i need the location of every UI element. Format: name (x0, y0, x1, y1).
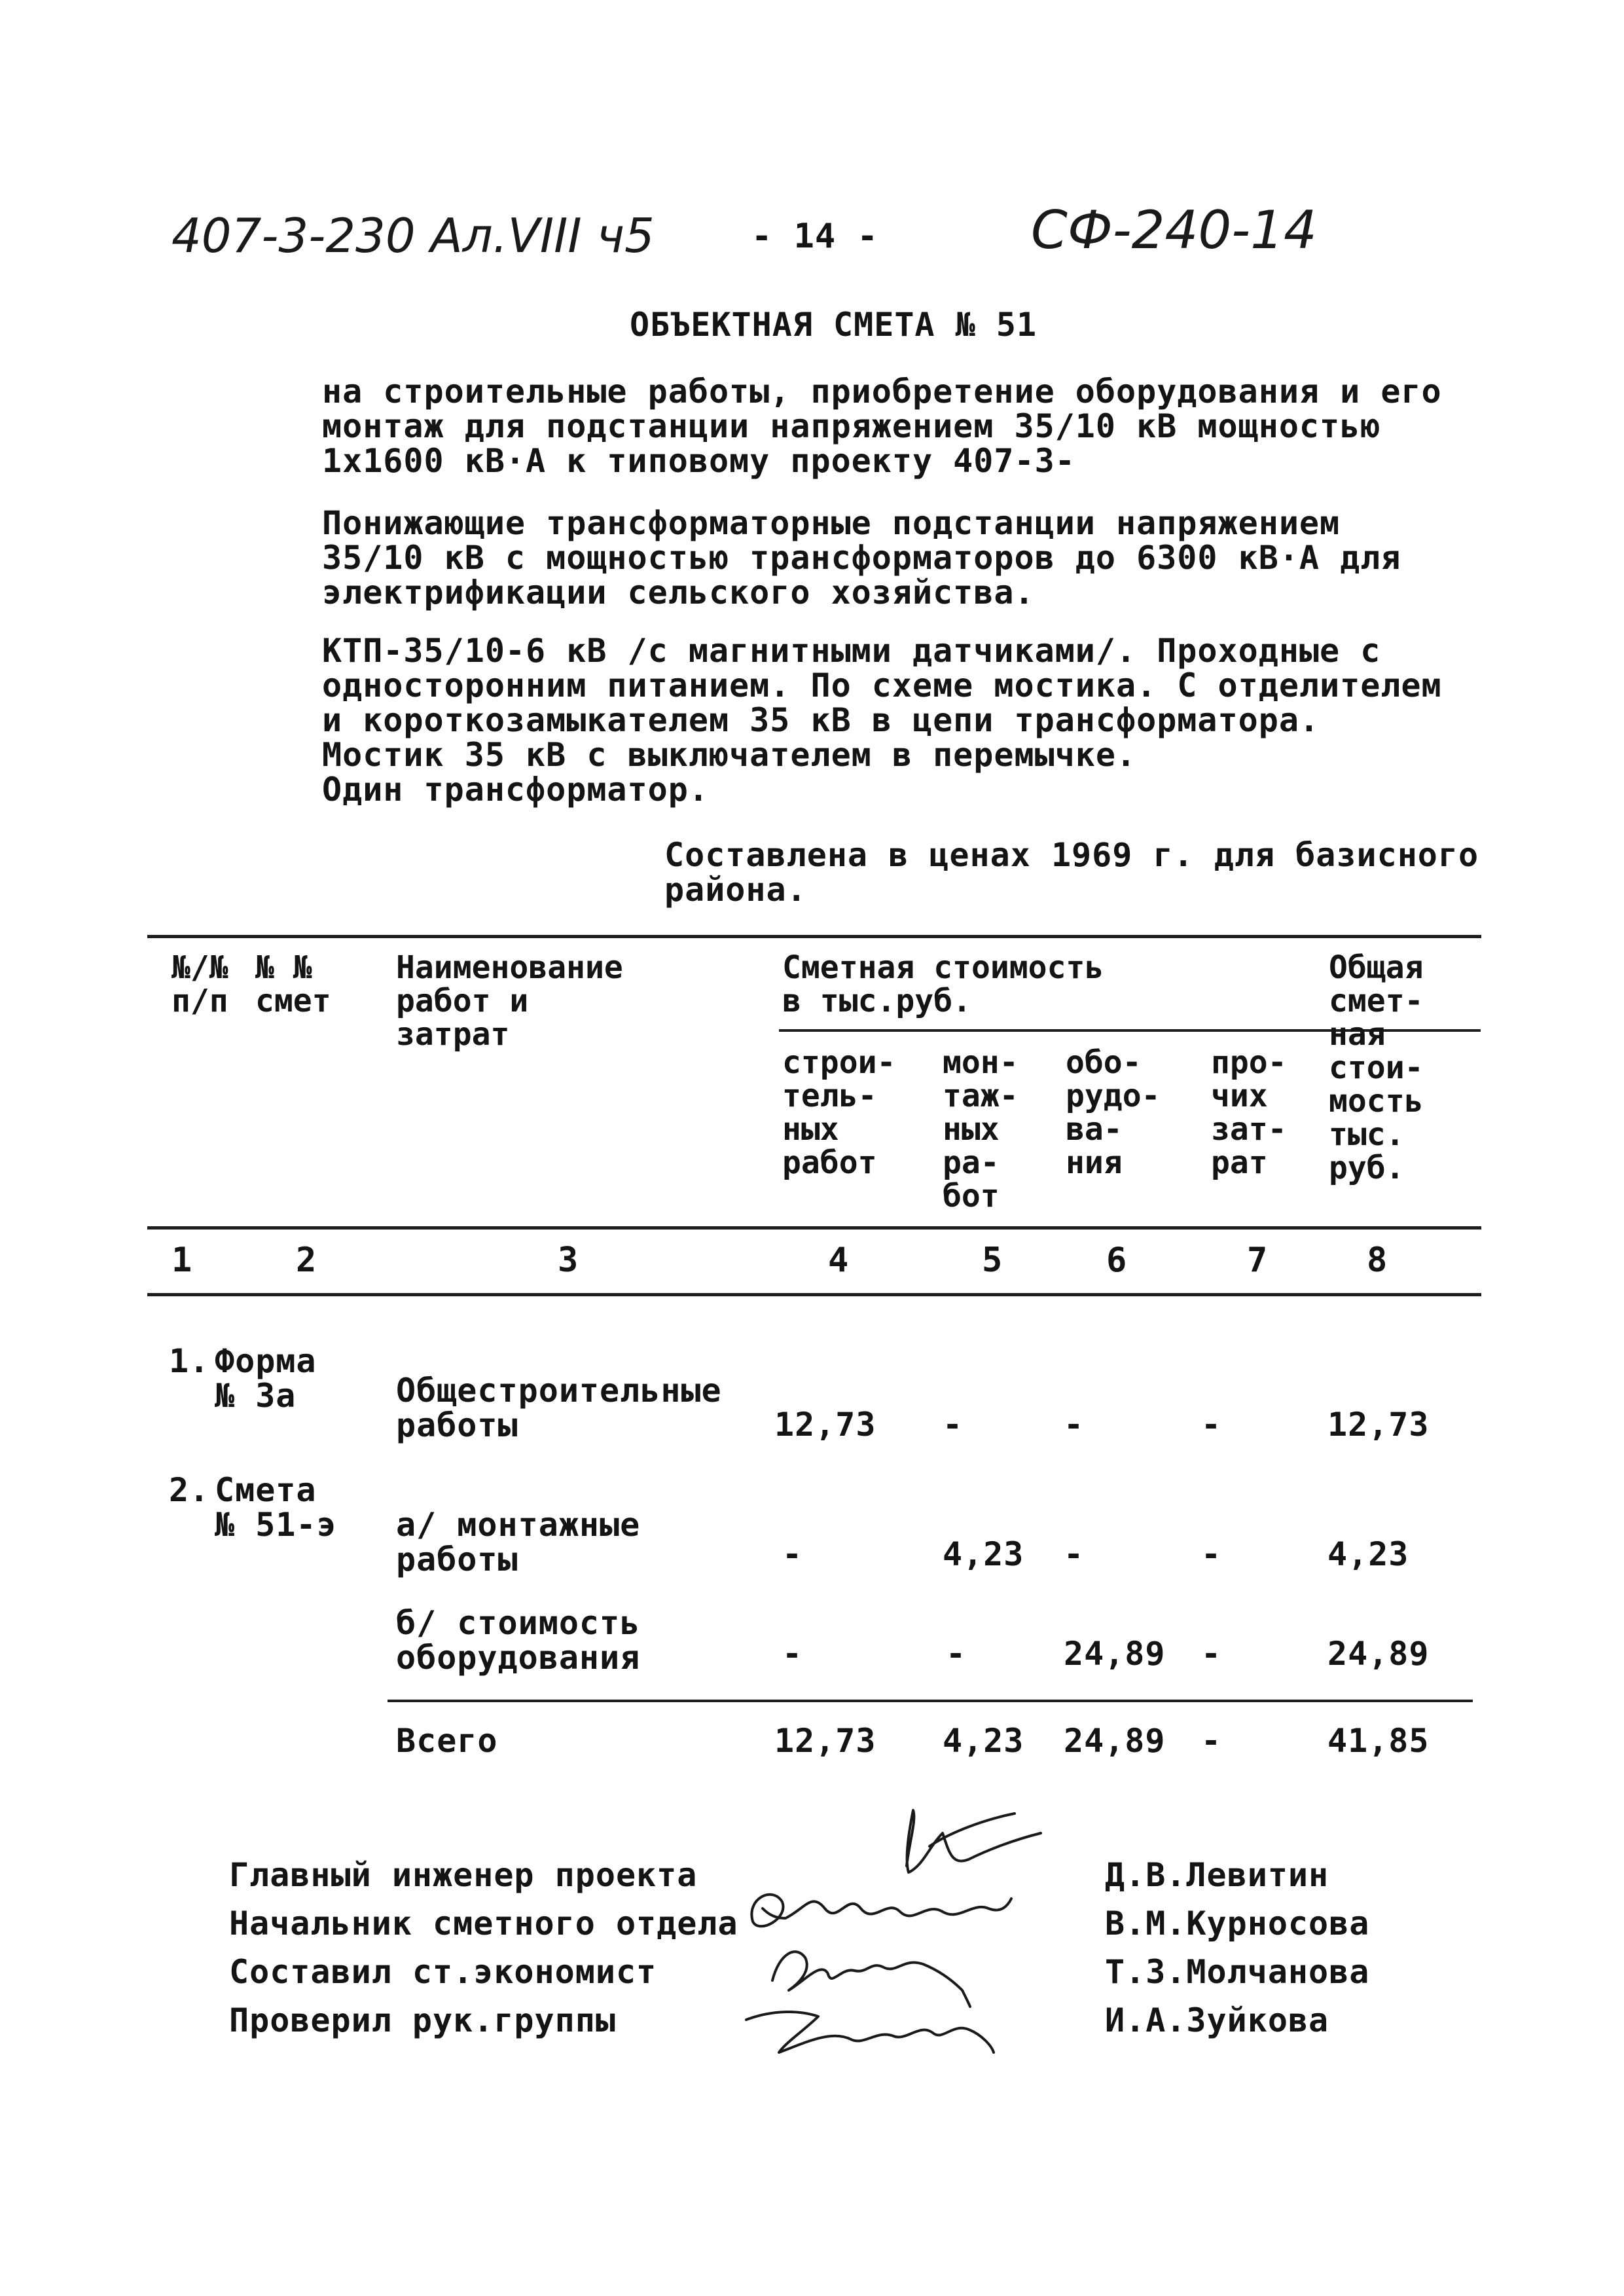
total-construction: 12,73 (774, 1722, 876, 1760)
row-name: а/ монтажные работы (396, 1506, 641, 1578)
construction-value: 12,73 (774, 1406, 876, 1444)
signature-name: И.А.Зуйкова (1105, 2001, 1329, 2039)
column-number: 5 (982, 1241, 1003, 1280)
installation-value: - (946, 1635, 967, 1673)
signature-stroke (772, 1952, 970, 2007)
row-name: б/ стоимость оборудования (396, 1604, 641, 1677)
row-reference: Форма № 3а (215, 1342, 317, 1415)
header-bottom-rule (147, 1226, 1481, 1230)
table-top-rule (147, 935, 1481, 938)
signature-role: Начальник сметного отдела (229, 1904, 738, 1942)
signature-stroke (746, 2012, 994, 2052)
installation-value: - (943, 1406, 964, 1444)
equipment-value: - (1064, 1406, 1085, 1444)
purpose-text: на строительные работы, приобретение оборудования и его монтаж для подстанции напряжением 35/10 кВ мощностью 1х1600 кВ·А к типовому проекту 407-3- (322, 373, 1442, 480)
header-work-name: Наименование работ и затрат (396, 949, 623, 1053)
column-numbers-rule (147, 1293, 1481, 1296)
total-installation: 4,23 (943, 1722, 1024, 1760)
construction-value: - (782, 1535, 803, 1573)
column-number: 7 (1247, 1241, 1268, 1280)
row-reference: Смета № 51-э (215, 1471, 337, 1544)
variant-text: КТП-35/10-6 кВ /с магнитными датчиками/. Проходные с односторонним питанием. По схеме мостика. С отделителем и короткозамыкателем 35 кВ в цепи трансформатора. Мостик 35 кВ с выключателем в перемычке. Один трансформатор. (322, 632, 1442, 809)
total-rule (388, 1700, 1473, 1702)
header-other: про- чих зат- рат (1211, 1044, 1287, 1181)
description-text: Понижающие трансформаторные подстанции напряжением 35/10 кВ с мощностью трансформаторов до 6300 кВ·А для электрификации сельского хозяйства. (322, 504, 1401, 611)
signature-stroke (751, 1895, 1011, 1926)
row-index: 2. (169, 1471, 210, 1509)
grand-total: 41,85 (1327, 1722, 1430, 1760)
page-number: - 14 - (751, 217, 878, 256)
prices-note: Составлена в ценах 1969 г. для базисного района. (664, 836, 1479, 909)
signature-role: Проверил рук.группы (229, 2001, 616, 2039)
construction-value: - (782, 1635, 803, 1673)
total-value: 4,23 (1327, 1535, 1409, 1573)
row-name: Общестроительные работы (396, 1372, 722, 1444)
signature-role: Главный инженер проекта (229, 1856, 698, 1894)
other-value: - (1201, 1406, 1222, 1444)
page-title: ОБЪЕКТНАЯ СМЕТА № 51 (630, 306, 1038, 344)
header-estimate-number: № № смет (255, 949, 331, 1019)
header-cost-group: Сметная стоимость в тыс.руб. (782, 949, 1104, 1019)
column-number: 2 (296, 1241, 317, 1280)
header-total-cost: Общая смет- ная стои- мость тыс. руб. (1329, 949, 1424, 1186)
signature-name: В.М.Курносова (1105, 1904, 1370, 1942)
signature-name: Д.В.Левитин (1105, 1856, 1329, 1894)
sheet-code: СФ-240-14 (1031, 200, 1317, 261)
other-value: - (1201, 1635, 1222, 1673)
document-code: 407-3-230 Ал.VIII ч5 (171, 208, 655, 263)
signature-name: Т.З.Молчанова (1105, 1953, 1370, 1991)
header-installation: мон- таж- ных ра- бот (943, 1044, 1019, 1214)
other-value: - (1201, 1535, 1222, 1573)
total-equipment: 24,89 (1064, 1722, 1166, 1760)
header-equipment: обо- рудо- ва- ния (1066, 1044, 1161, 1181)
handwritten-signatures (733, 1794, 1074, 2069)
column-number: 6 (1106, 1241, 1127, 1280)
column-number: 3 (558, 1241, 579, 1280)
total-label: Всего (396, 1722, 498, 1760)
equipment-value: 24,89 (1064, 1635, 1166, 1673)
signature-stroke (907, 1810, 1041, 1872)
installation-value: 4,23 (943, 1535, 1024, 1573)
total-value: 12,73 (1327, 1406, 1430, 1444)
header-construction: строи- тель- ных работ (782, 1044, 896, 1181)
column-number: 8 (1367, 1241, 1388, 1280)
row-index: 1. (169, 1342, 210, 1380)
total-value: 24,89 (1327, 1635, 1430, 1673)
header-row-number: №/№ п/п (171, 949, 228, 1019)
total-other: - (1201, 1722, 1222, 1760)
equipment-value: - (1064, 1535, 1085, 1573)
column-number: 4 (828, 1241, 849, 1280)
signature-role: Составил ст.экономист (229, 1953, 657, 1991)
column-number: 1 (171, 1241, 192, 1280)
